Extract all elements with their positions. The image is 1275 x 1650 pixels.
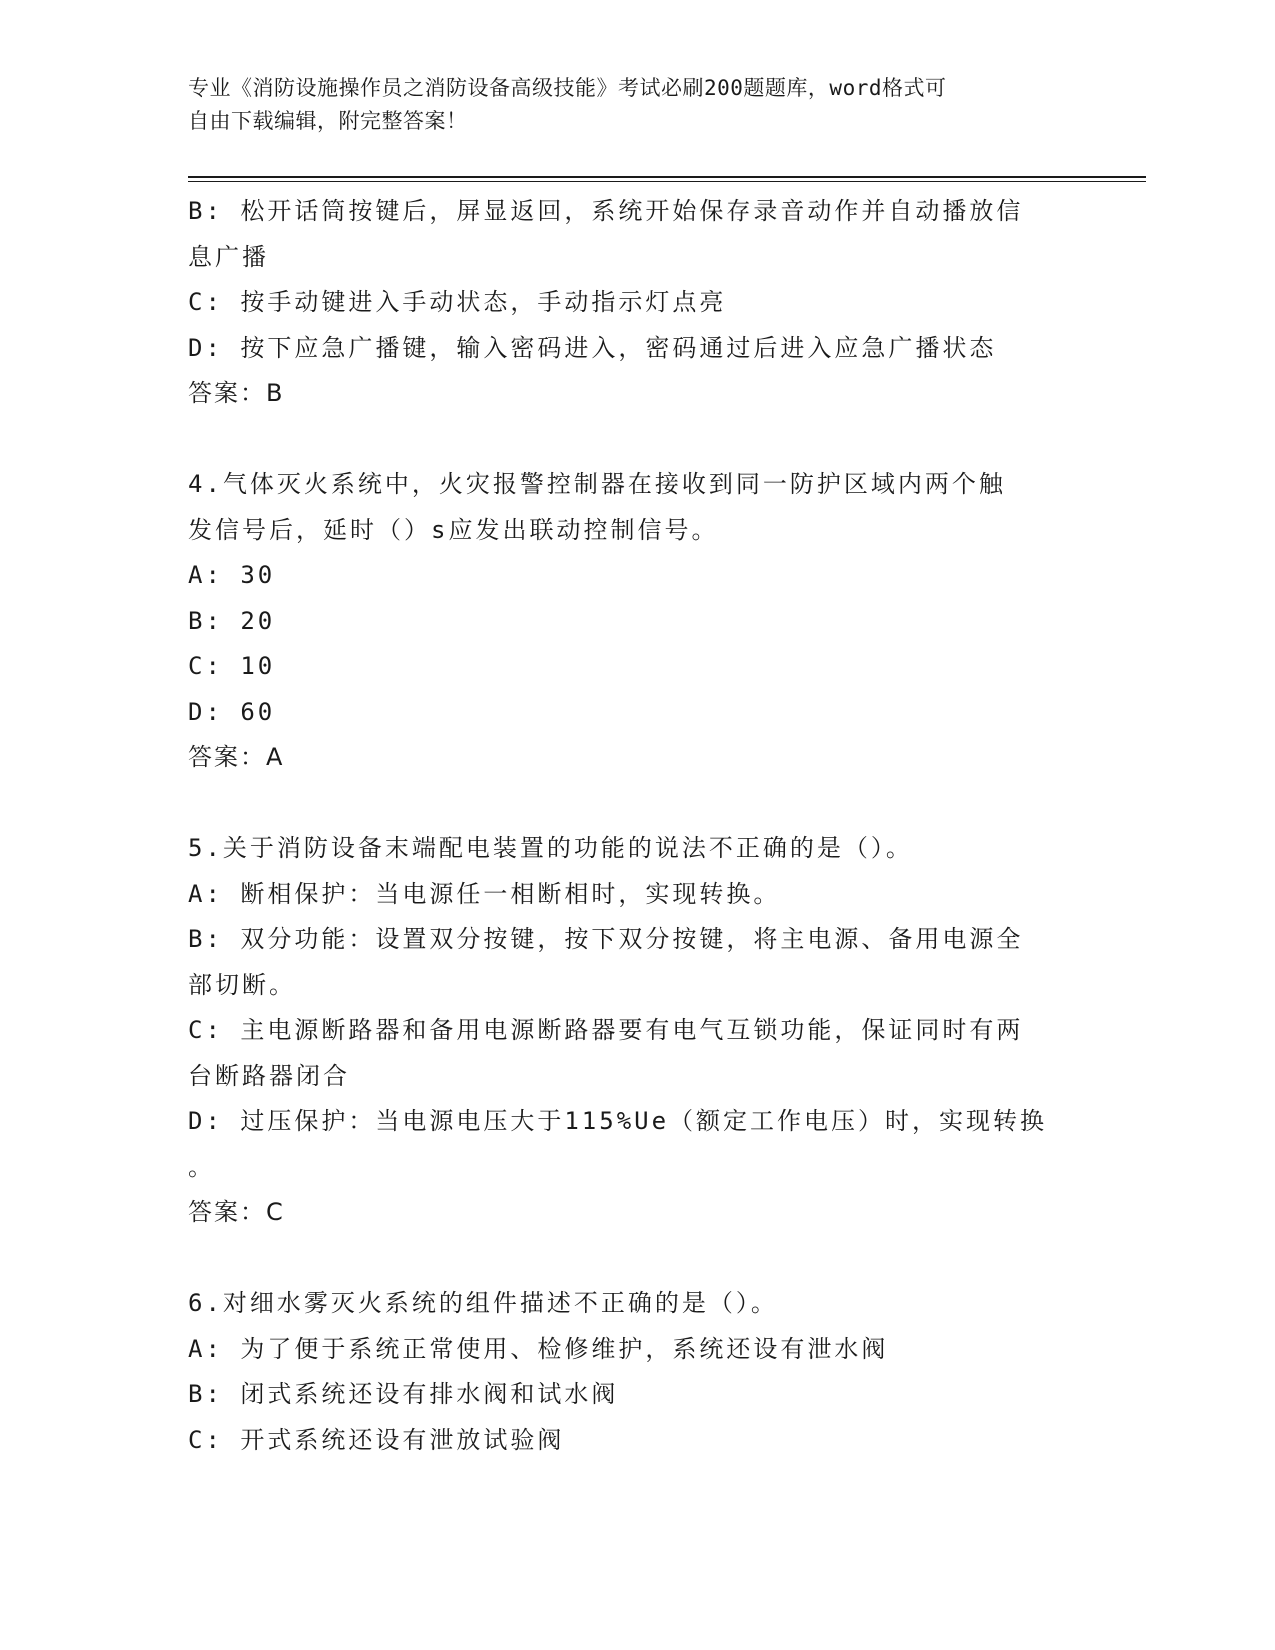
option-b-line-1: B: 双分功能：设置双分按键，按下双分按键，将主电源、备用电源全	[188, 925, 1024, 953]
header-divider-thick	[188, 176, 1146, 178]
answer-label: 答案：C	[188, 1198, 285, 1226]
option-c: C: 10	[188, 652, 276, 680]
option-b: B: 闭式系统还设有排水阀和试水阀	[188, 1380, 619, 1408]
answer-label: 答案：A	[188, 743, 285, 771]
option-c-line-2: 台断路器闭合	[188, 1061, 350, 1090]
option-b-line-2: 息广播	[188, 242, 269, 271]
answer-label: 答案：B	[188, 379, 285, 407]
spacer	[188, 781, 1088, 827]
question-stem: 6.对细水雾灭火系统的组件描述不正确的是（）。	[188, 1289, 778, 1317]
document-header	[188, 72, 1068, 138]
header-line-2: 自由下载编辑，附完整答案！	[188, 109, 468, 133]
spacer	[188, 417, 1088, 463]
question-stem-line-1: 4.气体灭火系统中，火灾报警控制器在接收到同一防护区域内两个触	[188, 470, 1006, 498]
option-c: C: 按手动键进入手动状态，手动指示灯点亮	[188, 288, 727, 316]
option-d-line-1: D: 过压保护：当电源电压大于115%Ue（额定工作电压）时，实现转换	[188, 1107, 1048, 1135]
header-line-1: 专业《消防设施操作员之消防设备高级技能》考试必刷200题题库，word格式可	[188, 76, 947, 100]
question-content	[188, 189, 1088, 1463]
question-6	[188, 1281, 1088, 1463]
option-d-line-2: 。	[188, 1152, 215, 1181]
spacer	[188, 1236, 1088, 1282]
question-5	[188, 826, 1088, 1236]
question-4	[188, 462, 1088, 781]
option-b: B: 20	[188, 606, 276, 635]
option-a: A: 为了便于系统正常使用、检修维护，系统还设有泄水阀	[188, 1334, 889, 1363]
question-stem: 5.关于消防设备末端配电装置的功能的说法不正确的是（）。	[188, 834, 913, 862]
question-stem-line-2: 发信号后，延时（）s应发出联动控制信号。	[188, 515, 719, 544]
option-d: D: 60	[188, 697, 276, 726]
option-b-line-2: 部切断。	[188, 970, 296, 999]
header-divider-thin	[188, 181, 1146, 182]
option-a: A: 30	[188, 561, 276, 589]
option-c-line-1: C: 主电源断路器和备用电源断路器要有电气互锁功能，保证同时有两	[188, 1016, 1024, 1044]
option-b-line-1: B: 松开话筒按键后，屏显返回，系统开始保存录音动作并自动播放信	[188, 197, 1024, 225]
question-3-continued	[188, 189, 1088, 417]
option-c: C: 开式系统还设有泄放试验阀	[188, 1425, 565, 1454]
option-d: D: 按下应急广播键，输入密码进入，密码通过后进入应急广播状态	[188, 333, 997, 362]
option-a: A: 断相保护：当电源任一相断相时，实现转换。	[188, 879, 781, 908]
